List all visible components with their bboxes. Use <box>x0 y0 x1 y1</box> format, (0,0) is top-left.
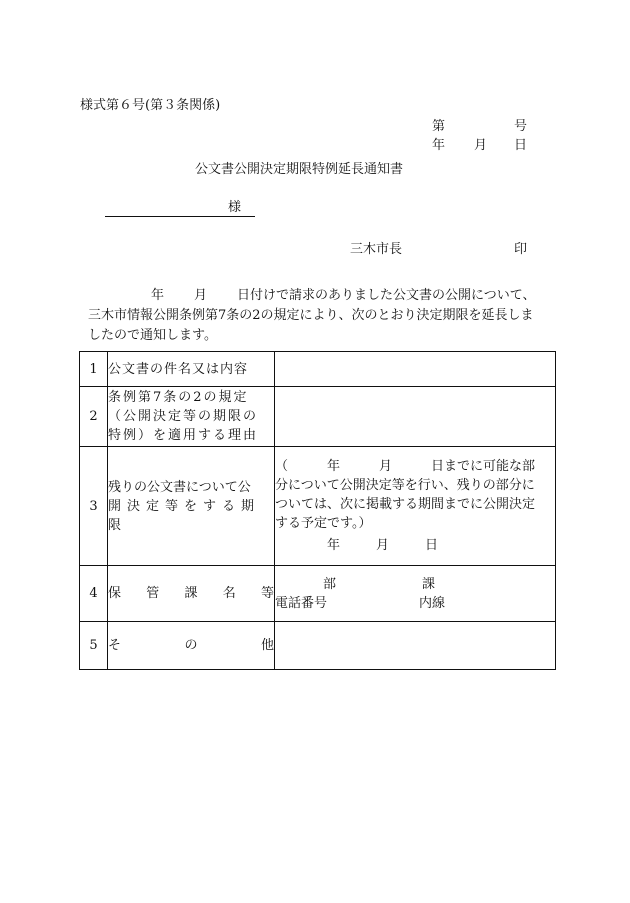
row-label-other: そ の 他 <box>108 622 275 670</box>
other-field[interactable] <box>275 622 556 670</box>
table-row <box>80 352 556 387</box>
row-number: 2 <box>80 387 108 447</box>
row-label-deadline: 残りの公文書について公 開決定等をする期限 <box>108 447 275 566</box>
row-number: 3 <box>80 447 108 566</box>
row-label-document-name: 公文書の件名又は内容 <box>108 352 275 387</box>
deadline-field: （ 年 月 日までに可能な部 分について公開決定等を行い、残りの部分に ついては、次に掲載する期間までに公開決定 する予定です。） 年 月 日 <box>275 447 556 566</box>
body-year: 年 <box>151 288 165 303</box>
issue-date-day: 日 <box>514 138 528 153</box>
body-line-2: 三木市情報公開条例第7条の2の規定により、次のとおり決定期限を延長しま <box>88 308 534 323</box>
issue-date-year: 年 <box>432 138 446 153</box>
document-name-field[interactable] <box>275 352 556 387</box>
table-row <box>80 622 556 670</box>
recipient-honorific: 様 <box>227 200 241 215</box>
row-number: 1 <box>80 352 108 387</box>
document-title: 公文書公開決定期限特例延長通知書 <box>195 162 404 177</box>
table-row <box>80 447 556 566</box>
reason-field[interactable] <box>275 387 556 447</box>
row-label-reason: 条例第7条の2の規定 （公開決定等の期限の 特例）を適用する理由 <box>108 387 275 447</box>
table-row <box>80 566 556 622</box>
body-month: 月 <box>194 288 208 303</box>
document-number-prefix: 第 <box>432 119 446 134</box>
body-line-3: したので通知します。 <box>88 328 217 343</box>
seal-mark: 印 <box>514 242 528 257</box>
issue-date-month: 月 <box>474 138 488 153</box>
custodian-field: 部 課 電話番号 内線 <box>275 566 556 622</box>
body-line-1 <box>88 286 558 306</box>
document-number-suffix: 号 <box>514 119 528 134</box>
notice-body <box>88 286 558 346</box>
row-number: 4 <box>80 566 108 622</box>
row-label-custodian: 保 管 課 名 等 <box>108 566 275 622</box>
row-number: 5 <box>80 622 108 670</box>
table-row <box>80 387 556 447</box>
body-line-1-rest: 日付けで請求のありました公文書の公開について、 <box>237 288 536 303</box>
form-number: 様式第６号(第３条関係) <box>80 98 221 113</box>
deadline-date: 年 月 日 <box>327 538 439 553</box>
issuer-name: 三木市長 <box>350 242 403 257</box>
notice-form-table <box>79 351 556 670</box>
recipient-line <box>105 200 255 217</box>
